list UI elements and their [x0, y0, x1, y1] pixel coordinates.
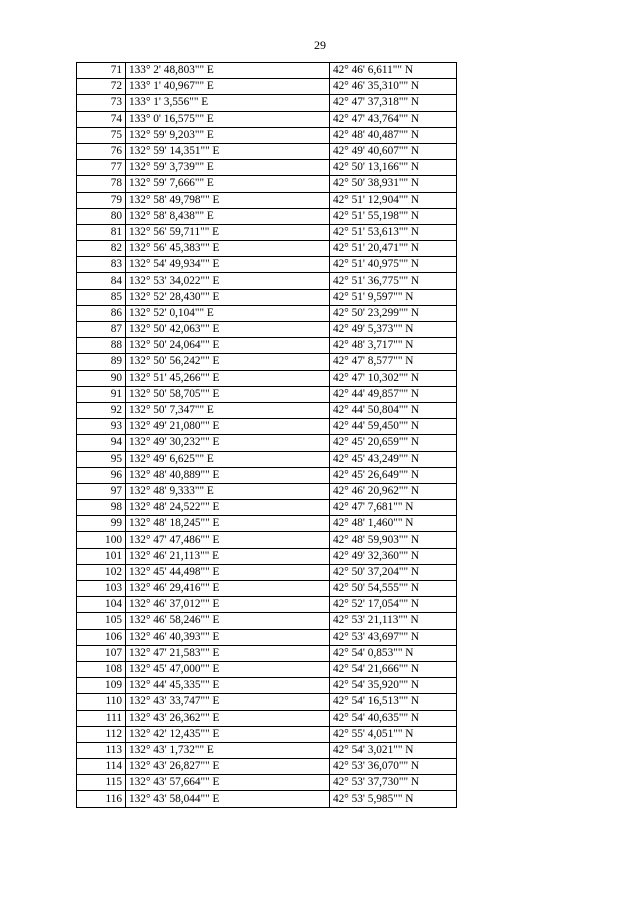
point-number: 88: [77, 338, 126, 354]
table-row: [77, 694, 457, 710]
longitude-cell: 132° 58' 49,798"" E: [126, 192, 330, 208]
latitude-cell: 42° 49' 32,360"" N: [330, 548, 457, 564]
point-number: 106: [77, 629, 126, 645]
point-number: 105: [77, 613, 126, 629]
longitude-cell: 133° 0' 16,575"" E: [126, 111, 330, 127]
table-row: [77, 742, 457, 758]
point-number: 107: [77, 645, 126, 661]
table-row: [77, 257, 457, 273]
point-number: 109: [77, 678, 126, 694]
latitude-cell: 42° 45' 26,649"" N: [330, 467, 457, 483]
longitude-cell: 132° 46' 37,012"" E: [126, 597, 330, 613]
table-row: [77, 516, 457, 532]
latitude-cell: 42° 47' 43,764"" N: [330, 111, 457, 127]
longitude-cell: 132° 43' 58,044"" E: [126, 791, 330, 807]
point-number: 92: [77, 402, 126, 418]
longitude-cell: 132° 59' 14,351"" E: [126, 143, 330, 159]
longitude-cell: 132° 52' 0,104"" E: [126, 305, 330, 321]
table-row: [77, 726, 457, 742]
point-number: 96: [77, 467, 126, 483]
latitude-cell: 42° 44' 50,804"" N: [330, 402, 457, 418]
table-row: [77, 160, 457, 176]
point-number: 115: [77, 775, 126, 791]
longitude-cell: 132° 50' 58,705"" E: [126, 386, 330, 402]
point-number: 103: [77, 581, 126, 597]
latitude-cell: 42° 49' 5,373"" N: [330, 322, 457, 338]
table-row: [77, 370, 457, 386]
point-number: 72: [77, 79, 126, 95]
longitude-cell: 132° 43' 33,747"" E: [126, 694, 330, 710]
point-number: 112: [77, 726, 126, 742]
latitude-cell: 42° 55' 4,051"" N: [330, 726, 457, 742]
table-row: [77, 79, 457, 95]
longitude-cell: 132° 49' 30,232"" E: [126, 435, 330, 451]
table-row: [77, 451, 457, 467]
longitude-cell: 132° 47' 21,583"" E: [126, 645, 330, 661]
longitude-cell: 132° 59' 9,203"" E: [126, 127, 330, 143]
point-number: 86: [77, 305, 126, 321]
point-number: 73: [77, 95, 126, 111]
point-number: 99: [77, 516, 126, 532]
longitude-cell: 132° 48' 24,522"" E: [126, 500, 330, 516]
longitude-cell: 132° 43' 57,664"" E: [126, 775, 330, 791]
latitude-cell: 42° 51' 20,471"" N: [330, 241, 457, 257]
point-number: 91: [77, 386, 126, 402]
point-number: 80: [77, 208, 126, 224]
longitude-cell: 132° 48' 18,245"" E: [126, 516, 330, 532]
table-row: [77, 386, 457, 402]
point-number: 85: [77, 289, 126, 305]
latitude-cell: 42° 48' 1,460"" N: [330, 516, 457, 532]
latitude-cell: 42° 46' 20,962"" N: [330, 483, 457, 499]
latitude-cell: 42° 54' 40,635"" N: [330, 710, 457, 726]
point-number: 95: [77, 451, 126, 467]
point-number: 113: [77, 742, 126, 758]
point-number: 83: [77, 257, 126, 273]
table-row: [77, 208, 457, 224]
longitude-cell: 132° 50' 56,242"" E: [126, 354, 330, 370]
table-row: [77, 775, 457, 791]
longitude-cell: 132° 50' 42,063"" E: [126, 322, 330, 338]
table-row: [77, 402, 457, 418]
point-number: 78: [77, 176, 126, 192]
latitude-cell: 42° 44' 49,857"" N: [330, 386, 457, 402]
table-row: [77, 435, 457, 451]
longitude-cell: 132° 44' 45,335"" E: [126, 678, 330, 694]
table-row: [77, 338, 457, 354]
point-number: 77: [77, 160, 126, 176]
longitude-cell: 132° 52' 28,430"" E: [126, 289, 330, 305]
latitude-cell: 42° 53' 37,730"" N: [330, 775, 457, 791]
latitude-cell: 42° 54' 3,021"" N: [330, 742, 457, 758]
longitude-cell: 132° 50' 24,064"" E: [126, 338, 330, 354]
longitude-cell: 133° 1' 3,556"" E: [126, 95, 330, 111]
point-number: 110: [77, 694, 126, 710]
table-row: [77, 532, 457, 548]
latitude-cell: 42° 51' 36,775"" N: [330, 273, 457, 289]
latitude-cell: 42° 50' 13,166"" N: [330, 160, 457, 176]
point-number: 97: [77, 483, 126, 499]
table-row: [77, 710, 457, 726]
longitude-cell: 133° 2' 48,803"" E: [126, 63, 330, 79]
point-number: 104: [77, 597, 126, 613]
longitude-cell: 132° 58' 8,438"" E: [126, 208, 330, 224]
longitude-cell: 132° 53' 34,022"" E: [126, 273, 330, 289]
table-row: [77, 224, 457, 240]
point-number: 108: [77, 661, 126, 677]
latitude-cell: 42° 47' 7,681"" N: [330, 500, 457, 516]
point-number: 90: [77, 370, 126, 386]
table-row: [77, 564, 457, 580]
table-row: [77, 322, 457, 338]
latitude-cell: 42° 51' 55,198"" N: [330, 208, 457, 224]
table-row: [77, 63, 457, 79]
point-number: 84: [77, 273, 126, 289]
point-number: 102: [77, 564, 126, 580]
latitude-cell: 42° 45' 20,659"" N: [330, 435, 457, 451]
latitude-cell: 42° 48' 3,717"" N: [330, 338, 457, 354]
latitude-cell: 42° 51' 40,975"" N: [330, 257, 457, 273]
longitude-cell: 132° 49' 6,625"" E: [126, 451, 330, 467]
longitude-cell: 132° 42' 12,435"" E: [126, 726, 330, 742]
latitude-cell: 42° 48' 40,487"" N: [330, 127, 457, 143]
latitude-cell: 42° 47' 37,318"" N: [330, 95, 457, 111]
longitude-cell: 132° 54' 49,934"" E: [126, 257, 330, 273]
latitude-cell: 42° 50' 38,931"" N: [330, 176, 457, 192]
latitude-cell: 42° 44' 59,450"" N: [330, 419, 457, 435]
longitude-cell: 132° 49' 21,080"" E: [126, 419, 330, 435]
longitude-cell: 132° 50' 7,347"" E: [126, 402, 330, 418]
table-row: [77, 273, 457, 289]
longitude-cell: 132° 59' 7,666"" E: [126, 176, 330, 192]
table-row: [77, 111, 457, 127]
table-row: [77, 581, 457, 597]
table-row: [77, 613, 457, 629]
table-row: [77, 483, 457, 499]
table-row: [77, 176, 457, 192]
latitude-cell: 42° 54' 35,920"" N: [330, 678, 457, 694]
point-number: 114: [77, 759, 126, 775]
longitude-cell: 132° 43' 26,827"" E: [126, 759, 330, 775]
point-number: 71: [77, 63, 126, 79]
point-number: 116: [77, 791, 126, 807]
longitude-cell: 132° 48' 9,333"" E: [126, 483, 330, 499]
table-row: [77, 548, 457, 564]
table-row: [77, 759, 457, 775]
latitude-cell: 42° 49' 40,607"" N: [330, 143, 457, 159]
latitude-cell: 42° 54' 0,853"" N: [330, 645, 457, 661]
longitude-cell: 132° 45' 47,000"" E: [126, 661, 330, 677]
table-row: [77, 95, 457, 111]
point-number: 81: [77, 224, 126, 240]
point-number: 89: [77, 354, 126, 370]
latitude-cell: 42° 45' 43,249"" N: [330, 451, 457, 467]
latitude-cell: 42° 46' 6,611"" N: [330, 63, 457, 79]
longitude-cell: 132° 56' 59,711"" E: [126, 224, 330, 240]
longitude-cell: 132° 46' 58,246"" E: [126, 613, 330, 629]
latitude-cell: 42° 50' 37,204"" N: [330, 564, 457, 580]
point-number: 111: [77, 710, 126, 726]
point-number: 93: [77, 419, 126, 435]
latitude-cell: 42° 47' 10,302"" N: [330, 370, 457, 386]
latitude-cell: 42° 53' 43,697"" N: [330, 629, 457, 645]
point-number: 79: [77, 192, 126, 208]
point-number: 76: [77, 143, 126, 159]
latitude-cell: 42° 51' 12,904"" N: [330, 192, 457, 208]
table-row: [77, 354, 457, 370]
point-number: 82: [77, 241, 126, 257]
point-number: 75: [77, 127, 126, 143]
page-number: 29: [314, 38, 326, 52]
longitude-cell: 133° 1' 40,967"" E: [126, 79, 330, 95]
point-number: 94: [77, 435, 126, 451]
table-row: [77, 241, 457, 257]
latitude-cell: 42° 54' 21,666"" N: [330, 661, 457, 677]
coordinates-table: [76, 62, 457, 808]
longitude-cell: 132° 59' 3,739"" E: [126, 160, 330, 176]
table-row: [77, 127, 457, 143]
latitude-cell: 42° 52' 17,054"" N: [330, 597, 457, 613]
point-number: 98: [77, 500, 126, 516]
longitude-cell: 132° 48' 40,889"" E: [126, 467, 330, 483]
latitude-cell: 42° 50' 54,555"" N: [330, 581, 457, 597]
table-row: [77, 419, 457, 435]
point-number: 101: [77, 548, 126, 564]
table-row: [77, 192, 457, 208]
longitude-cell: 132° 46' 40,393"" E: [126, 629, 330, 645]
table-row: [77, 629, 457, 645]
latitude-cell: 42° 53' 21,113"" N: [330, 613, 457, 629]
table-row: [77, 791, 457, 807]
longitude-cell: 132° 43' 26,362"" E: [126, 710, 330, 726]
longitude-cell: 132° 46' 21,113"" E: [126, 548, 330, 564]
latitude-cell: 42° 46' 35,310"" N: [330, 79, 457, 95]
longitude-cell: 132° 45' 44,498"" E: [126, 564, 330, 580]
table-row: [77, 678, 457, 694]
table-row: [77, 305, 457, 321]
latitude-cell: 42° 50' 23,299"" N: [330, 305, 457, 321]
coordinates-table-body: [77, 63, 457, 808]
longitude-cell: 132° 47' 47,486"" E: [126, 532, 330, 548]
latitude-cell: 42° 51' 53,613"" N: [330, 224, 457, 240]
table-row: [77, 597, 457, 613]
table-row: [77, 661, 457, 677]
latitude-cell: 42° 54' 16,513"" N: [330, 694, 457, 710]
latitude-cell: 42° 48' 59,903"" N: [330, 532, 457, 548]
table-row: [77, 143, 457, 159]
latitude-cell: 42° 53' 36,070"" N: [330, 759, 457, 775]
table-row: [77, 500, 457, 516]
table-row: [77, 289, 457, 305]
table-row: [77, 645, 457, 661]
latitude-cell: 42° 51' 9,597"" N: [330, 289, 457, 305]
latitude-cell: 42° 47' 8,577"" N: [330, 354, 457, 370]
table-row: [77, 467, 457, 483]
point-number: 87: [77, 322, 126, 338]
longitude-cell: 132° 46' 29,416"" E: [126, 581, 330, 597]
point-number: 100: [77, 532, 126, 548]
longitude-cell: 132° 43' 1,732"" E: [126, 742, 330, 758]
longitude-cell: 132° 51' 45,266"" E: [126, 370, 330, 386]
point-number: 74: [77, 111, 126, 127]
longitude-cell: 132° 56' 45,383"" E: [126, 241, 330, 257]
latitude-cell: 42° 53' 5,985"" N: [330, 791, 457, 807]
